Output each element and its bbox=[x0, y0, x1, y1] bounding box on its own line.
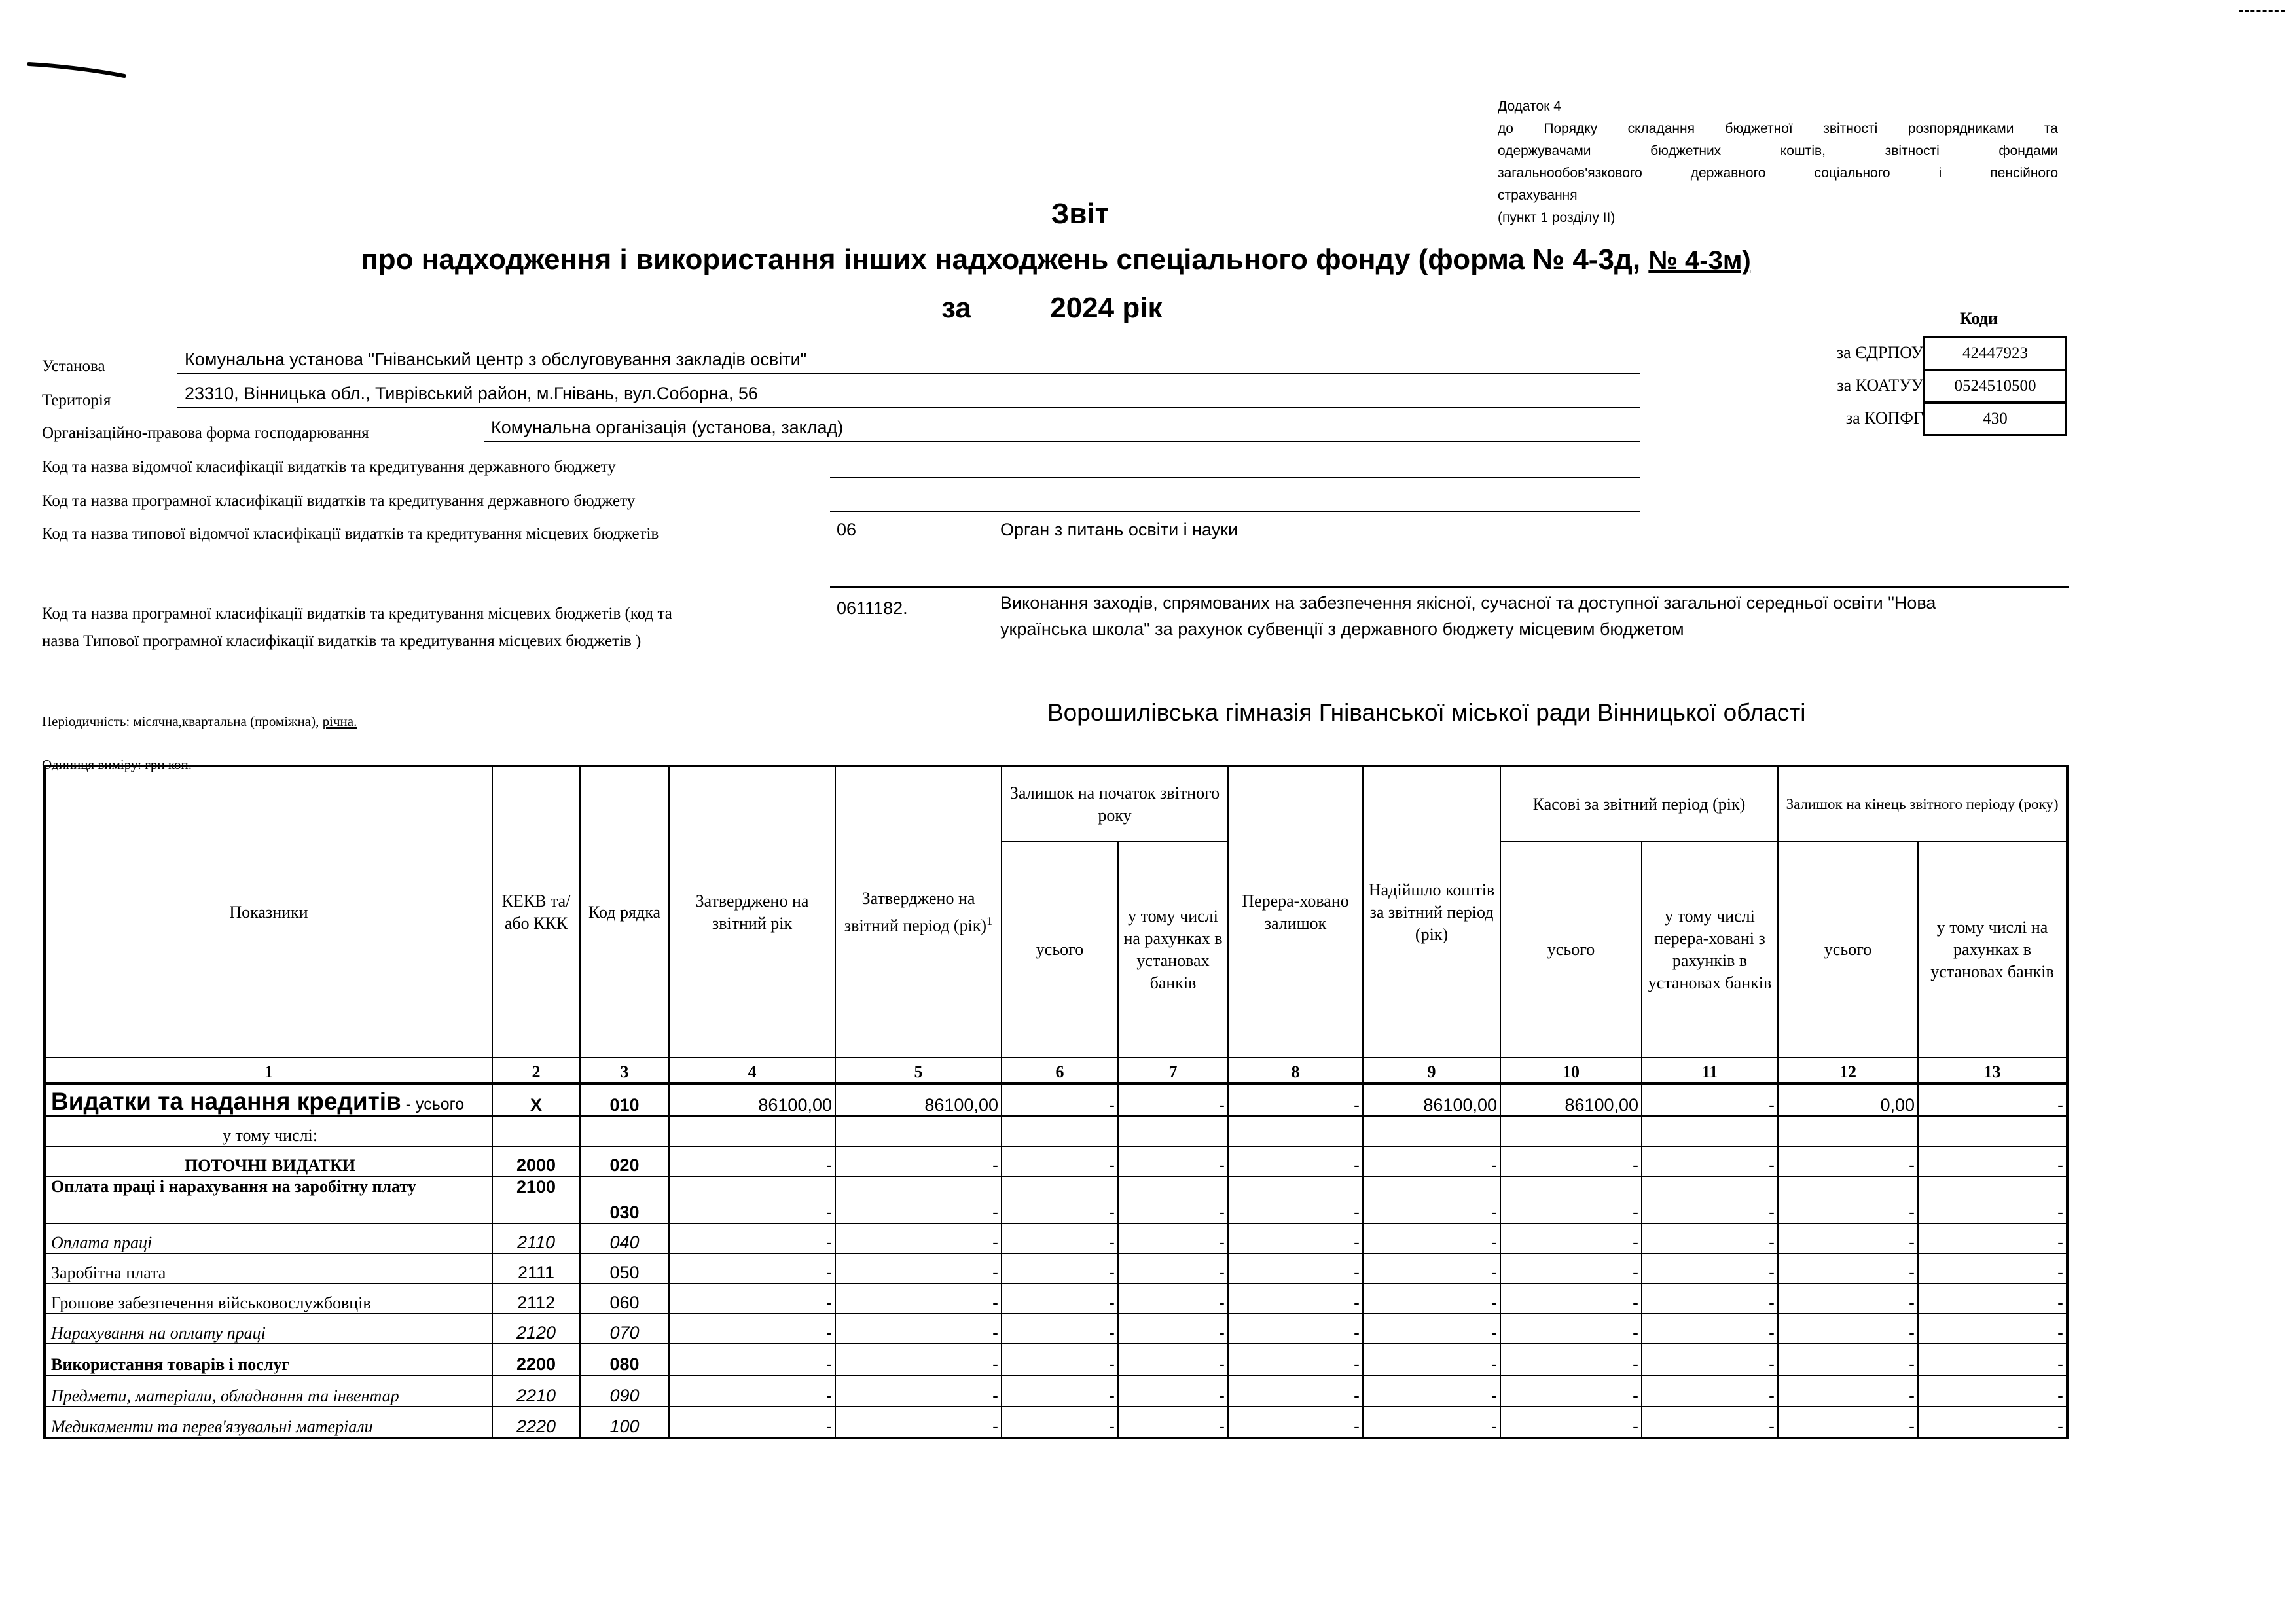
header-approved-period bbox=[835, 766, 1002, 1058]
header-end-banks: у тому числі на рахунках в установах банків bbox=[1918, 842, 2067, 1058]
row-value-col-5: - bbox=[835, 1176, 1002, 1223]
row-kekv bbox=[492, 1116, 580, 1146]
row-indicator-text: Заробітна плата bbox=[51, 1263, 166, 1282]
row-indicator-name bbox=[45, 1407, 492, 1438]
column-number: 11 bbox=[1642, 1058, 1778, 1083]
row-indicator-text: Медикаменти та перев'язувальні матеріали bbox=[51, 1417, 373, 1436]
row-value-col-8: - bbox=[1228, 1146, 1363, 1176]
row-indicator-name bbox=[45, 1375, 492, 1407]
institution-label: Установа bbox=[42, 357, 105, 375]
row-indicator-text: ПОТОЧНІ ВИДАТКИ bbox=[184, 1156, 356, 1175]
row-value-col-11: - bbox=[1642, 1344, 1778, 1375]
header-approved-period-text: Затверджено на звітний період (рік) bbox=[844, 888, 987, 935]
row-indicator-name bbox=[45, 1146, 492, 1176]
annex-title: Додаток 4 bbox=[1498, 99, 1561, 114]
row-value-col-4: - bbox=[669, 1314, 835, 1344]
row-value-col-8: - bbox=[1228, 1375, 1363, 1407]
row-value-col-10 bbox=[1500, 1116, 1642, 1146]
row-value-col-9: - bbox=[1363, 1223, 1500, 1254]
local-prog-code: 0611182. bbox=[837, 598, 908, 618]
row-kekv: 2110 bbox=[492, 1223, 580, 1254]
local-dept-code: 06 bbox=[837, 520, 857, 539]
territory-underline bbox=[177, 407, 1640, 408]
pen-stroke-mark bbox=[26, 58, 131, 84]
row-value-col-11 bbox=[1642, 1116, 1778, 1146]
row-value-col-8: - bbox=[1228, 1176, 1363, 1223]
annex-line: одержувачами бюджетних коштів, звітності фондами bbox=[1498, 143, 2058, 158]
annex-line: до Порядку складання бюджетної звітності розпорядниками та bbox=[1498, 121, 2058, 136]
report-period bbox=[941, 292, 1162, 325]
row-value-col-9: - bbox=[1363, 1375, 1500, 1407]
row-value-col-11: - bbox=[1642, 1223, 1778, 1254]
row-kekv: 2120 bbox=[492, 1314, 580, 1344]
orgform-underline bbox=[484, 441, 1640, 442]
row-value-col-4: - bbox=[669, 1344, 835, 1375]
row-indicator-text: Нарахування на оплату праці bbox=[51, 1324, 266, 1343]
row-value-col-8 bbox=[1228, 1116, 1363, 1146]
row-value-col-8: - bbox=[1228, 1254, 1363, 1284]
header-row-code: Код рядка bbox=[580, 766, 669, 1058]
row-indicator-name bbox=[45, 1254, 492, 1284]
row-value-col-6: - bbox=[1002, 1176, 1118, 1223]
row-value-col-9: - bbox=[1363, 1254, 1500, 1284]
row-indicator-name bbox=[45, 1314, 492, 1344]
row-code: 050 bbox=[580, 1254, 669, 1284]
row-indicator-name bbox=[45, 1223, 492, 1254]
row-code: 070 bbox=[580, 1314, 669, 1344]
row-value-col-6: - bbox=[1002, 1223, 1118, 1254]
row-value-col-11: - bbox=[1642, 1083, 1778, 1116]
row-value-col-4: - bbox=[669, 1146, 835, 1176]
state-dept-underline bbox=[830, 477, 1640, 478]
row-value-col-5: - bbox=[835, 1375, 1002, 1407]
row-value-col-6: - bbox=[1002, 1375, 1118, 1407]
row-indicator-text: Оплата праці bbox=[51, 1233, 153, 1252]
row-value-col-10: - bbox=[1500, 1254, 1642, 1284]
column-number: 1 bbox=[45, 1058, 492, 1083]
row-indicator-suffix: - усього bbox=[401, 1095, 465, 1113]
row-value-col-6: - bbox=[1002, 1407, 1118, 1438]
local-dept-label: Код та назва типової відомчої класифікації видатків та кредитування місцевих бюджетів bbox=[42, 525, 659, 543]
row-value-col-4 bbox=[669, 1116, 835, 1146]
header-group-start-balance: Залишок на початок звітного року bbox=[1002, 766, 1228, 842]
annex-line: страхування bbox=[1498, 188, 1578, 203]
row-value-col-8: - bbox=[1228, 1407, 1363, 1438]
row-indicator-name bbox=[45, 1344, 492, 1375]
local-prog-name: українська школа" за рахунок субвенції з державного бюджету місцевим бюджетом bbox=[1000, 619, 1684, 639]
row-kekv: 2112 bbox=[492, 1284, 580, 1314]
report-table bbox=[43, 765, 2069, 1439]
code-row-koatuu bbox=[1813, 369, 2067, 402]
row-code: 060 bbox=[580, 1284, 669, 1314]
row-value-col-10: - bbox=[1500, 1146, 1642, 1176]
row-value-col-13: - bbox=[1918, 1284, 2067, 1314]
row-value-col-12: 0,00 bbox=[1778, 1083, 1918, 1116]
row-value-col-5 bbox=[835, 1116, 1002, 1146]
row-code: 030 bbox=[580, 1176, 669, 1223]
row-value-col-11: - bbox=[1642, 1284, 1778, 1314]
header-approved-year: Затверджено на звітний рік bbox=[669, 766, 835, 1058]
row-value-col-13: - bbox=[1918, 1407, 2067, 1438]
table-body bbox=[45, 1083, 2067, 1438]
table-row bbox=[45, 1116, 2067, 1146]
row-value-col-13: - bbox=[1918, 1083, 2067, 1116]
row-value-col-4: - bbox=[669, 1254, 835, 1284]
row-indicator-name bbox=[45, 1083, 492, 1116]
territory-value: 23310, Вінницька обл., Тиврівський район, м.Гнівань, вул.Соборна, 56 bbox=[185, 384, 758, 403]
row-value-col-9: - bbox=[1363, 1146, 1500, 1176]
row-value-col-13: - bbox=[1918, 1344, 2067, 1375]
header-start-banks: у тому числі на рахунках в установах банків bbox=[1118, 842, 1228, 1058]
row-kekv: 2200 bbox=[492, 1344, 580, 1375]
institution-value: Комунальна установа "Гніванський центр з обслуговування закладів освіти" bbox=[185, 350, 807, 369]
row-code: 020 bbox=[580, 1146, 669, 1176]
code-row-edrpou bbox=[1813, 336, 2067, 369]
row-code: 040 bbox=[580, 1223, 669, 1254]
school-name: Ворошилівська гімназія Гніванської міської ради Вінницької області bbox=[1047, 699, 1806, 726]
row-indicator-name bbox=[45, 1116, 492, 1146]
periodicity-value: річна. bbox=[322, 713, 357, 729]
row-value-col-9: - bbox=[1363, 1284, 1500, 1314]
code-label-edrpou: за ЄДРПОУ bbox=[1836, 343, 1923, 362]
state-dept-label: Код та назва відомчої класифікації видатків та кредитування державного бюджету bbox=[42, 458, 616, 476]
row-value-col-9: - bbox=[1363, 1407, 1500, 1438]
row-indicator-text: Предмети, матеріали, обладнання та інвентар bbox=[51, 1386, 399, 1405]
row-value-col-13: - bbox=[1918, 1314, 2067, 1344]
state-prog-underline bbox=[830, 511, 1640, 512]
local-dept-name: Орган з питань освіти і науки bbox=[1000, 520, 1238, 539]
row-value-col-12: - bbox=[1778, 1375, 1918, 1407]
row-value-col-5: 86100,00 bbox=[835, 1083, 1002, 1116]
state-prog-label: Код та назва програмної класифікації видатків та кредитування державного бюджету bbox=[42, 492, 636, 510]
annex-line: загальнообов'язкового державного соціального і пенсійного bbox=[1498, 166, 2058, 181]
row-value-col-9: 86100,00 bbox=[1363, 1083, 1500, 1116]
row-value-col-10: - bbox=[1500, 1375, 1642, 1407]
row-value-col-12: - bbox=[1778, 1407, 1918, 1438]
row-value-col-4: - bbox=[669, 1284, 835, 1314]
row-value-col-7: - bbox=[1118, 1314, 1228, 1344]
annex-line: (пункт 1 розділу ІІ) bbox=[1498, 210, 1616, 225]
row-value-col-12: - bbox=[1778, 1223, 1918, 1254]
row-value-col-12 bbox=[1778, 1116, 1918, 1146]
row-value-col-7: - bbox=[1118, 1344, 1228, 1375]
row-kekv: 2111 bbox=[492, 1254, 580, 1284]
row-value-col-13: - bbox=[1918, 1375, 2067, 1407]
periodicity bbox=[42, 713, 357, 730]
row-value-col-8: - bbox=[1228, 1083, 1363, 1116]
row-code: 080 bbox=[580, 1344, 669, 1375]
row-value-col-12: - bbox=[1778, 1176, 1918, 1223]
local-prog-label: назва Типової програмної класифікації видатків та кредитування місцевих бюджетів ) bbox=[42, 632, 642, 650]
row-value-col-5: - bbox=[835, 1223, 1002, 1254]
column-number: 13 bbox=[1918, 1058, 2067, 1083]
row-indicator-name bbox=[45, 1176, 492, 1223]
row-value-col-4: - bbox=[669, 1375, 835, 1407]
column-number: 9 bbox=[1363, 1058, 1500, 1083]
unit-of-measure: Одиниця виміру: грн коп. bbox=[42, 757, 192, 772]
row-value-col-4: 86100,00 bbox=[669, 1083, 835, 1116]
row-value-col-7: - bbox=[1118, 1407, 1228, 1438]
column-number: 3 bbox=[580, 1058, 669, 1083]
periodicity-label: Періодичність: місячна,квартальна (проміжна), bbox=[42, 713, 319, 729]
table-row bbox=[45, 1407, 2067, 1438]
row-indicator-name bbox=[45, 1284, 492, 1314]
row-kekv: 2220 bbox=[492, 1407, 580, 1438]
row-value-col-6: - bbox=[1002, 1146, 1118, 1176]
orgform-label: Організаційно-правова форма господарювання bbox=[42, 424, 369, 442]
row-value-col-8: - bbox=[1228, 1223, 1363, 1254]
row-code: 100 bbox=[580, 1407, 669, 1438]
header-footnote-mark: 1 bbox=[986, 914, 993, 928]
row-indicator-text: Грошове забезпечення військовослужбовців bbox=[51, 1293, 371, 1312]
row-value-col-5: - bbox=[835, 1314, 1002, 1344]
table-row bbox=[45, 1344, 2067, 1375]
column-number: 2 bbox=[492, 1058, 580, 1083]
local-prog-label: Код та назва програмної класифікації видатків та кредитування місцевих бюджетів (код та bbox=[42, 605, 672, 623]
row-value-col-11: - bbox=[1642, 1254, 1778, 1284]
row-value-col-6: - bbox=[1002, 1284, 1118, 1314]
row-value-col-9: - bbox=[1363, 1176, 1500, 1223]
row-value-col-5: - bbox=[835, 1407, 1002, 1438]
row-value-col-10: - bbox=[1500, 1223, 1642, 1254]
column-number: 8 bbox=[1228, 1058, 1363, 1083]
row-value-col-13: - bbox=[1918, 1223, 2067, 1254]
row-value-col-9: - bbox=[1363, 1344, 1500, 1375]
table-row bbox=[45, 1176, 2067, 1223]
row-value-col-7 bbox=[1118, 1116, 1228, 1146]
code-value-edrpou: 42447923 bbox=[1923, 336, 2067, 370]
row-value-col-8: - bbox=[1228, 1344, 1363, 1375]
row-code bbox=[580, 1116, 669, 1146]
territory-label: Територія bbox=[42, 391, 111, 409]
row-kekv: 2210 bbox=[492, 1375, 580, 1407]
row-value-col-10: - bbox=[1500, 1284, 1642, 1314]
row-value-col-7: - bbox=[1118, 1083, 1228, 1116]
header-group-cash: Касові за звітний період (рік) bbox=[1500, 766, 1778, 842]
row-value-col-11: - bbox=[1642, 1375, 1778, 1407]
header-received: Надійшло коштів за звітний період (рік) bbox=[1363, 766, 1500, 1058]
row-value-col-4: - bbox=[669, 1176, 835, 1223]
row-value-col-12: - bbox=[1778, 1146, 1918, 1176]
row-indicator-text: Використання товарів і послуг bbox=[51, 1355, 290, 1374]
row-value-col-12: - bbox=[1778, 1284, 1918, 1314]
row-value-col-12: - bbox=[1778, 1314, 1918, 1344]
column-number: 7 bbox=[1118, 1058, 1228, 1083]
column-number: 6 bbox=[1002, 1058, 1118, 1083]
row-value-col-13: - bbox=[1918, 1176, 2067, 1223]
header-cash-banks: у тому числі перера-ховані з рахунків в установах банків bbox=[1642, 842, 1778, 1058]
row-value-col-6: - bbox=[1002, 1254, 1118, 1284]
row-value-col-10: - bbox=[1500, 1314, 1642, 1344]
row-value-col-10: 86100,00 bbox=[1500, 1083, 1642, 1116]
row-value-col-4: - bbox=[669, 1223, 835, 1254]
code-row-kopfg bbox=[1813, 402, 2067, 435]
table-row bbox=[45, 1375, 2067, 1407]
row-value-col-7: - bbox=[1118, 1284, 1228, 1314]
table-row bbox=[45, 1314, 2067, 1344]
column-numbers-row bbox=[45, 1058, 2067, 1083]
code-label-koatuu: за КОАТУУ bbox=[1837, 376, 1923, 395]
header-group-end-balance: Залишок на кінець звітного періоду (року) bbox=[1778, 766, 2067, 842]
header-kekv: КЕКВ та/або ККК bbox=[492, 766, 580, 1058]
header-indicators: Показники bbox=[45, 766, 492, 1058]
row-value-col-8: - bbox=[1228, 1314, 1363, 1344]
row-value-col-10: - bbox=[1500, 1176, 1642, 1223]
row-value-col-7: - bbox=[1118, 1223, 1228, 1254]
row-value-col-9: - bbox=[1363, 1314, 1500, 1344]
row-kekv: Х bbox=[492, 1083, 580, 1116]
report-form-number: № 4-3м) bbox=[1648, 246, 1751, 275]
column-number: 4 bbox=[669, 1058, 835, 1083]
row-value-col-13: - bbox=[1918, 1146, 2067, 1176]
row-value-col-4: - bbox=[669, 1407, 835, 1438]
header-end-total: усього bbox=[1778, 842, 1918, 1058]
local-prog-name: Виконання заходів, спрямованих на забезпечення якісної, сучасної та доступної загальної середньої освіти "Нова bbox=[1000, 593, 1936, 613]
report-year: 2024 рік bbox=[1050, 292, 1163, 324]
codes-title: Коди bbox=[1960, 309, 1998, 328]
row-value-col-7: - bbox=[1118, 1176, 1228, 1223]
row-value-col-9 bbox=[1363, 1116, 1500, 1146]
row-value-col-12: - bbox=[1778, 1254, 1918, 1284]
column-number: 5 bbox=[835, 1058, 1002, 1083]
report-period-label: за bbox=[941, 292, 971, 324]
row-value-col-11: - bbox=[1642, 1176, 1778, 1223]
table-row bbox=[45, 1146, 2067, 1176]
orgform-value: Комунальна організація (установа, заклад) bbox=[491, 418, 844, 437]
row-value-col-11: - bbox=[1642, 1407, 1778, 1438]
corner-mark bbox=[2239, 10, 2285, 12]
table-row bbox=[45, 1083, 2067, 1116]
code-label-kopfg: за КОПФГ bbox=[1845, 408, 1923, 427]
row-kekv: 2000 bbox=[492, 1146, 580, 1176]
column-number: 10 bbox=[1500, 1058, 1642, 1083]
row-value-col-6: - bbox=[1002, 1314, 1118, 1344]
row-value-col-11: - bbox=[1642, 1146, 1778, 1176]
row-kekv: 2100 bbox=[492, 1176, 580, 1223]
row-value-col-10: - bbox=[1500, 1344, 1642, 1375]
row-value-col-7: - bbox=[1118, 1375, 1228, 1407]
code-value-kopfg: 430 bbox=[1923, 402, 2067, 436]
table-row bbox=[45, 1223, 2067, 1254]
row-value-col-10: - bbox=[1500, 1407, 1642, 1438]
header-cash-total: усього bbox=[1500, 842, 1642, 1058]
row-value-col-11: - bbox=[1642, 1314, 1778, 1344]
row-value-col-7: - bbox=[1118, 1146, 1228, 1176]
row-indicator-text: Видатки та надання кредитів bbox=[51, 1088, 401, 1115]
row-code: 010 bbox=[580, 1083, 669, 1116]
row-value-col-5: - bbox=[835, 1284, 1002, 1314]
row-value-col-5: - bbox=[835, 1254, 1002, 1284]
row-value-col-13 bbox=[1918, 1116, 2067, 1146]
code-value-koatuu: 0524510500 bbox=[1923, 369, 2067, 403]
table-row bbox=[45, 1284, 2067, 1314]
row-value-col-6: - bbox=[1002, 1083, 1118, 1116]
column-number: 12 bbox=[1778, 1058, 1918, 1083]
row-indicator-text: Оплата праці і нарахування на заробітну плату bbox=[51, 1177, 416, 1196]
header-transferred-balance: Перера-ховано залишок bbox=[1228, 766, 1363, 1058]
report-title: Звіт bbox=[1051, 198, 1110, 230]
row-indicator-text: у тому числі: bbox=[223, 1126, 317, 1145]
report-subtitle bbox=[0, 244, 2112, 276]
header-start-total: усього bbox=[1002, 842, 1118, 1058]
row-value-col-8: - bbox=[1228, 1284, 1363, 1314]
row-value-col-6 bbox=[1002, 1116, 1118, 1146]
row-value-col-6: - bbox=[1002, 1344, 1118, 1375]
institution-underline bbox=[177, 373, 1640, 374]
report-subtitle-text: про надходження і використання інших надходжень спеціального фонду (форма № 4-3д, bbox=[361, 244, 1641, 276]
local-dept-underline bbox=[830, 586, 2069, 588]
table-row bbox=[45, 1254, 2067, 1284]
row-value-col-12: - bbox=[1778, 1344, 1918, 1375]
row-value-col-5: - bbox=[835, 1146, 1002, 1176]
row-value-col-13: - bbox=[1918, 1254, 2067, 1284]
row-value-col-7: - bbox=[1118, 1254, 1228, 1284]
row-value-col-5: - bbox=[835, 1344, 1002, 1375]
row-code: 090 bbox=[580, 1375, 669, 1407]
